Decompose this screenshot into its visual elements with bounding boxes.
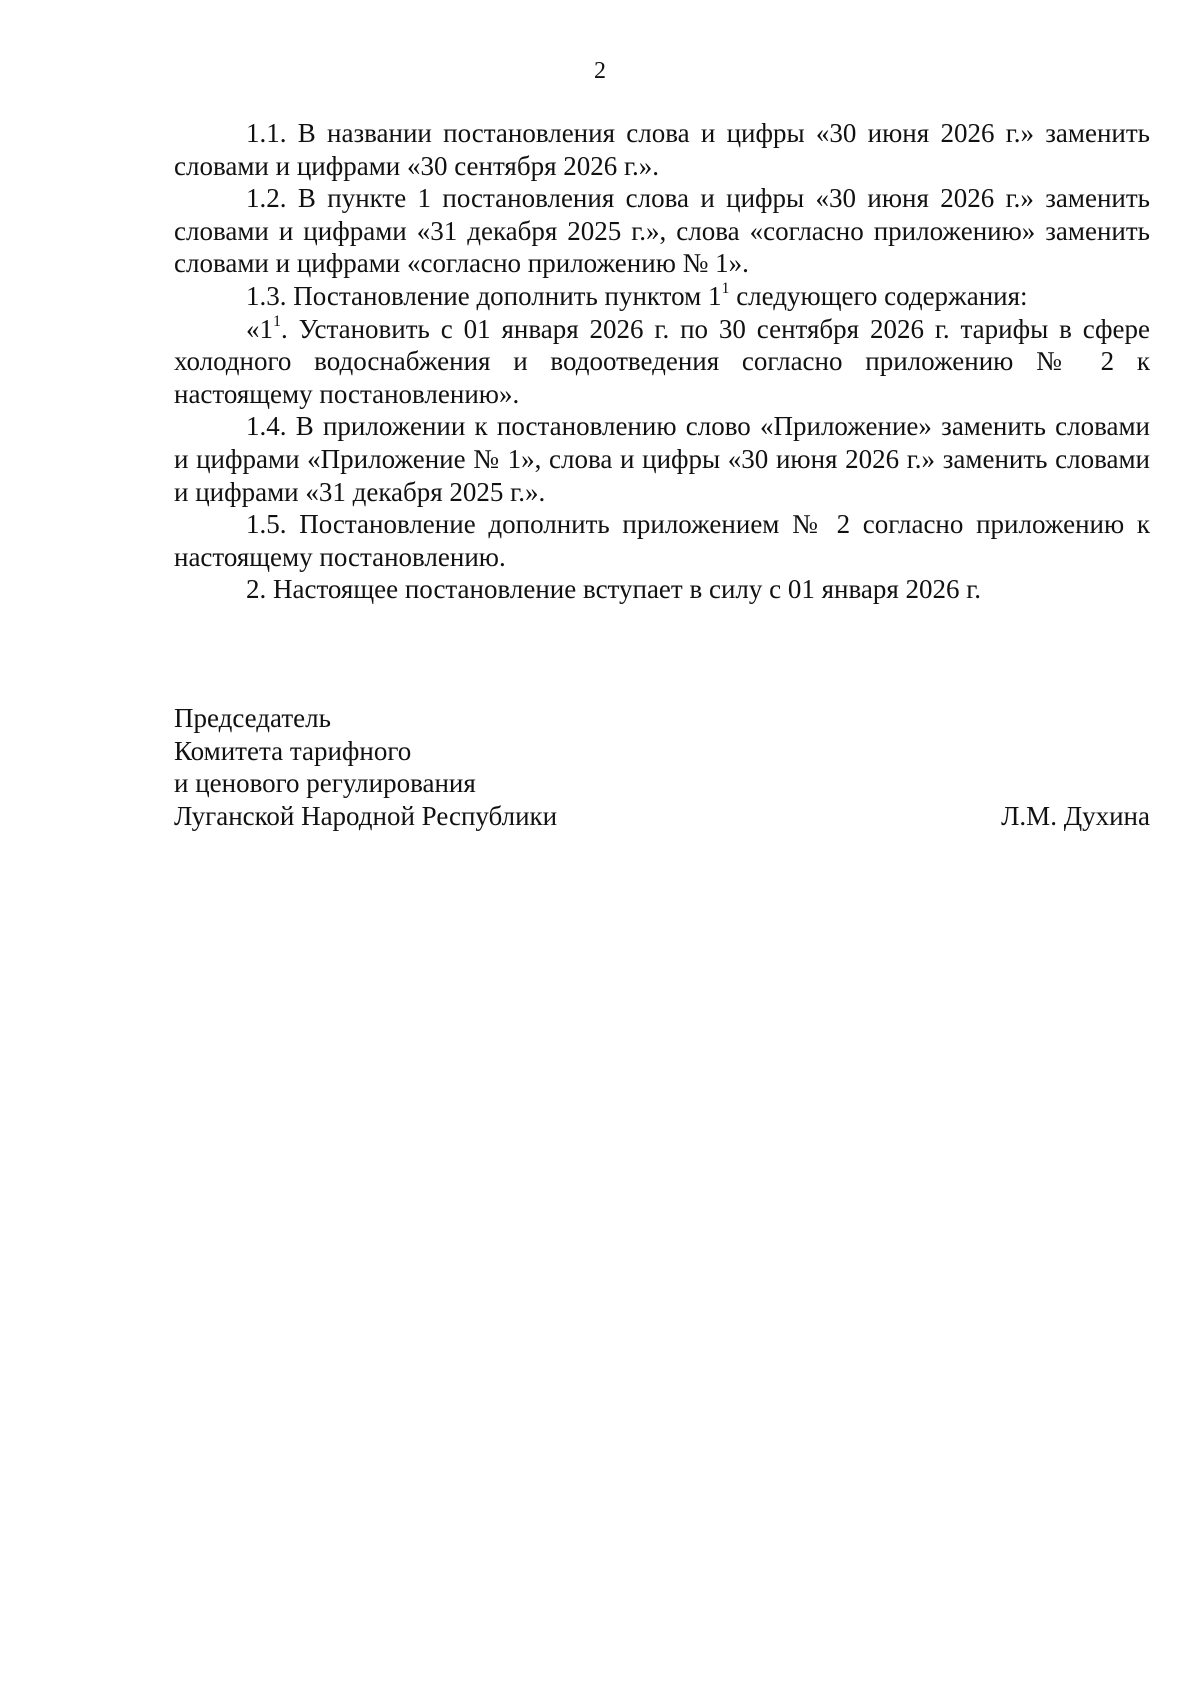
superscript-index: 1: [721, 279, 730, 297]
paragraph-1-3-text: 1.3. Постановление дополнить пунктом 1: [246, 280, 722, 311]
paragraph-2: 2. Настоящее постановление вступает в силу с 01 января 2026 г.: [246, 574, 982, 605]
page-number: 2: [594, 58, 606, 84]
document-body: [174, 117, 1150, 606]
signature-row: [174, 800, 1150, 833]
quote-text: . Установить с 01 января 2026 г. по 30 сентября 2026 г. тарифы в сфере холодного водоснабжения и водоотведения согласно приложению № 2 к настоящему постановлению».: [174, 313, 1150, 409]
paragraph-1-1: 1.1. В названии постановления слова и цифры «30 июня 2026 г.» заменить словами и цифрами «30 сентября 2026 г.».: [174, 118, 1150, 181]
paragraph-1-4: 1.4. В приложении к постановлению слово «Приложение» заменить словами и цифрами «Приложение № 1», слова и цифры «30 июня 2026 г.» заменить словами и цифрами «31 декабря 2025 г.».: [174, 411, 1150, 507]
quote-text-start: «1: [246, 313, 273, 344]
signature-block: [174, 702, 1150, 832]
signatory-title-line-1: Председатель: [174, 703, 331, 733]
superscript-index: 1: [273, 312, 281, 330]
paragraph-1-2: 1.2. В пункте 1 постановления слова и цифры «30 июня 2026 г.» заменить словами и цифрами «31 декабря 2025 г.», слова «согласно приложению» заменить словами и цифрами «согласно приложению № 1».: [174, 183, 1150, 279]
paragraph-1-3: [174, 280, 1150, 313]
signatory-title-line-4: Луганской Народной Республики: [174, 800, 558, 831]
signatory-title-line-2: Комитета тарифного: [174, 735, 412, 766]
signatory-name: Л.М. Духина: [1001, 800, 1150, 831]
paragraph-1-3-text-end: следующего содержания:: [729, 280, 1028, 311]
paragraph-1-3-quote: [174, 313, 1150, 411]
signatory-title-line-3: и ценового регулирования: [174, 768, 476, 799]
paragraph-1-5: 1.5. Постановление дополнить приложением № 2 согласно приложению к настоящему постановлению.: [174, 509, 1150, 572]
